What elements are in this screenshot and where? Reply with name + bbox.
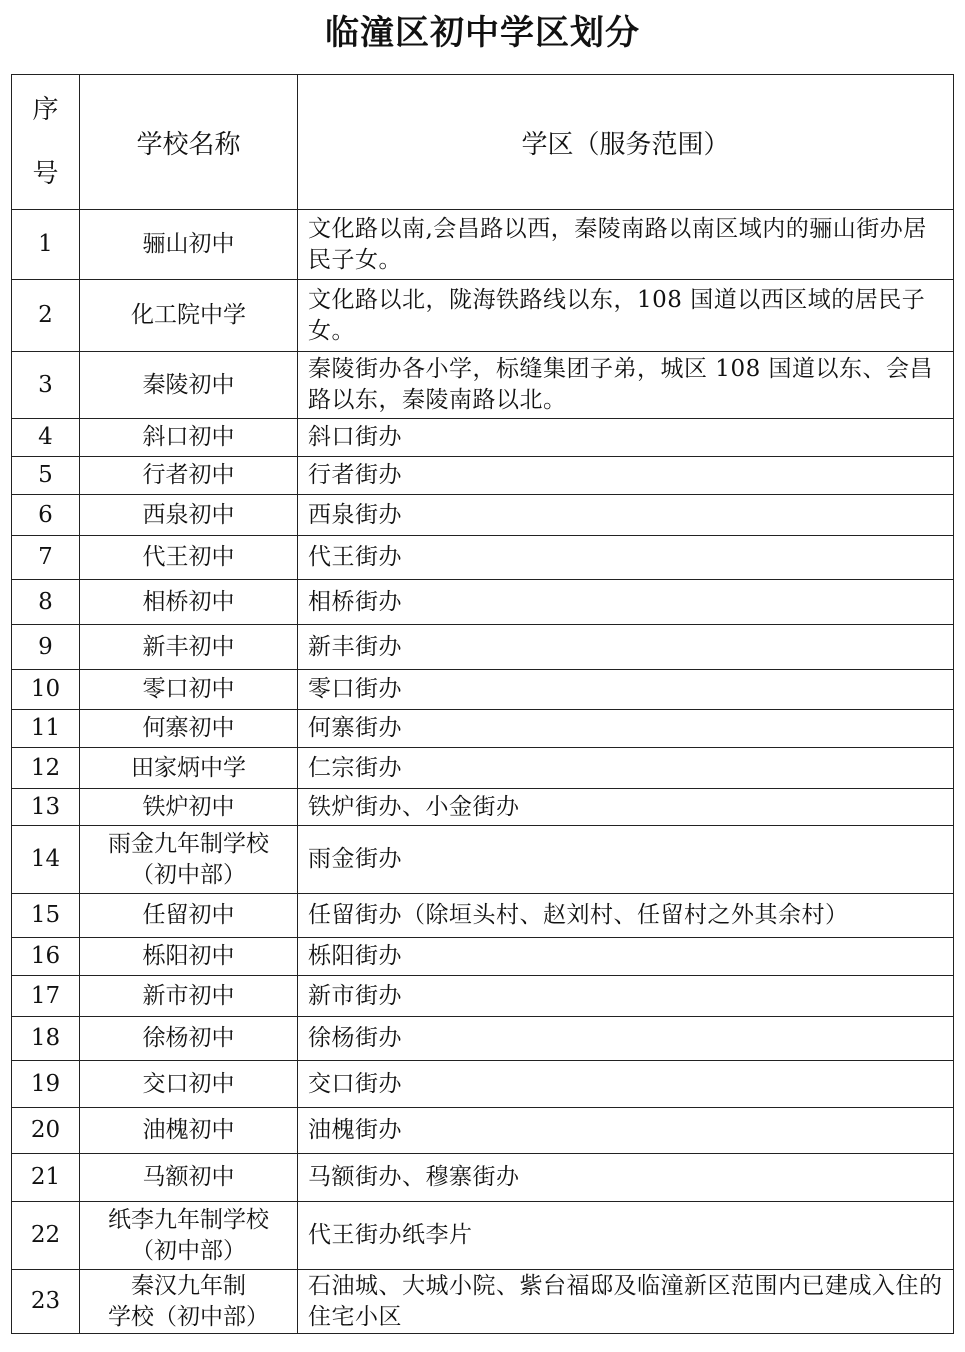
table-row (12, 976, 954, 1017)
header-no (12, 75, 80, 210)
header-no-line1: 序 (32, 95, 59, 125)
row-number: 8 (12, 580, 80, 625)
row-number: 7 (12, 536, 80, 580)
table-row (12, 1270, 954, 1334)
district-area: 铁炉街办、小金街办 (298, 789, 954, 826)
district-area: 新丰街办 (298, 625, 954, 670)
school-name: 田家炳中学 (80, 748, 298, 789)
table-row (12, 938, 954, 976)
school-name-line2: 学校（初中部） (108, 1303, 269, 1330)
table-row (12, 748, 954, 789)
table-row (12, 625, 954, 670)
district-area: 何寨街办 (298, 710, 954, 748)
school-name: 何寨初中 (80, 710, 298, 748)
school-name: 铁炉初中 (80, 789, 298, 826)
table-row (12, 710, 954, 748)
row-number: 18 (12, 1017, 80, 1061)
school-name: 徐杨初中 (80, 1017, 298, 1061)
row-number: 2 (12, 280, 80, 352)
header-row (12, 75, 954, 210)
district-area: 代王街办纸李片 (298, 1202, 954, 1270)
table-row (12, 670, 954, 710)
school-name: 新丰初中 (80, 625, 298, 670)
row-number: 3 (12, 352, 80, 419)
school-name: 零口初中 (80, 670, 298, 710)
row-number: 12 (12, 748, 80, 789)
row-number: 5 (12, 457, 80, 495)
district-area: 仁宗街办 (298, 748, 954, 789)
row-number: 20 (12, 1108, 80, 1154)
district-area: 零口街办 (298, 670, 954, 710)
district-area: 雨金街办 (298, 826, 954, 894)
school-name: 西泉初中 (80, 495, 298, 536)
table-row (12, 826, 954, 894)
school-district-table (11, 74, 954, 1334)
header-no-line2: 号 (32, 159, 59, 189)
table-row (12, 894, 954, 938)
school-name: 秦陵初中 (80, 352, 298, 419)
school-name: 骊山初中 (80, 210, 298, 280)
table-row (12, 457, 954, 495)
district-area: 徐杨街办 (298, 1017, 954, 1061)
district-area: 文化路以北，陇海铁路线以东，108 国道以西区域的居民子女。 (298, 280, 954, 352)
row-number: 17 (12, 976, 80, 1017)
district-area: 斜口街办 (298, 419, 954, 457)
table-body (12, 210, 954, 1334)
table-row (12, 1202, 954, 1270)
row-number: 14 (12, 826, 80, 894)
page-title: 临潼区初中学区划分 (325, 13, 640, 53)
district-area: 新市街办 (298, 976, 954, 1017)
district-area: 相桥街办 (298, 580, 954, 625)
row-number: 13 (12, 789, 80, 826)
school-name: 新市初中 (80, 976, 298, 1017)
row-number: 23 (12, 1270, 80, 1334)
table-row (12, 419, 954, 457)
school-name (80, 826, 298, 894)
school-name: 化工院中学 (80, 280, 298, 352)
row-number: 21 (12, 1154, 80, 1202)
row-number: 4 (12, 419, 80, 457)
district-area: 栎阳街办 (298, 938, 954, 976)
school-name-line1: 秦汉九年制 (131, 1272, 246, 1299)
school-name: 交口初中 (80, 1061, 298, 1108)
district-area: 代王街办 (298, 536, 954, 580)
school-name: 斜口初中 (80, 419, 298, 457)
district-area: 石油城、大城小院、紫台福邸及临潼新区范围内已建成入住的住宅小区 (298, 1270, 954, 1334)
school-name: 行者初中 (80, 457, 298, 495)
table-row (12, 1061, 954, 1108)
table-row (12, 1108, 954, 1154)
district-area: 交口街办 (298, 1061, 954, 1108)
school-name-line1: 纸李九年制学校 (108, 1206, 269, 1233)
school-name: 油槐初中 (80, 1108, 298, 1154)
table-row (12, 1154, 954, 1202)
table-row (12, 352, 954, 419)
row-number: 16 (12, 938, 80, 976)
district-area: 油槐街办 (298, 1108, 954, 1154)
table-row (12, 280, 954, 352)
school-name: 栎阳初中 (80, 938, 298, 976)
table-row (12, 536, 954, 580)
row-number: 15 (12, 894, 80, 938)
table-row (12, 1017, 954, 1061)
school-name: 任留初中 (80, 894, 298, 938)
row-number: 9 (12, 625, 80, 670)
row-number: 1 (12, 210, 80, 280)
district-area: 秦陵街办各小学，标缝集团子弟，城区 108 国道以东、会昌路以东，秦陵南路以北。 (298, 352, 954, 419)
row-number: 19 (12, 1061, 80, 1108)
table-row (12, 580, 954, 625)
school-name (80, 1270, 298, 1334)
table-row (12, 210, 954, 280)
header-school-name: 学校名称 (80, 75, 298, 210)
school-name-line1: 雨金九年制学校 (108, 830, 269, 857)
district-area: 文化路以南,会昌路以西，秦陵南路以南区域内的骊山街办居民子女。 (298, 210, 954, 280)
district-area: 行者街办 (298, 457, 954, 495)
district-area: 马额街办、穆寨街办 (298, 1154, 954, 1202)
row-number: 10 (12, 670, 80, 710)
school-name-line2: （初中部） (131, 1237, 246, 1264)
school-name: 相桥初中 (80, 580, 298, 625)
district-area: 西泉街办 (298, 495, 954, 536)
row-number: 22 (12, 1202, 80, 1270)
school-name: 代王初中 (80, 536, 298, 580)
school-name: 马额初中 (80, 1154, 298, 1202)
table-row (12, 495, 954, 536)
district-area: 任留街办（除垣头村、赵刘村、任留村之外其余村） (298, 894, 954, 938)
row-number: 6 (12, 495, 80, 536)
row-number: 11 (12, 710, 80, 748)
header-district: 学区（服务范围） (298, 75, 954, 210)
school-name-line2: （初中部） (131, 861, 246, 888)
school-name (80, 1202, 298, 1270)
table-row (12, 789, 954, 826)
